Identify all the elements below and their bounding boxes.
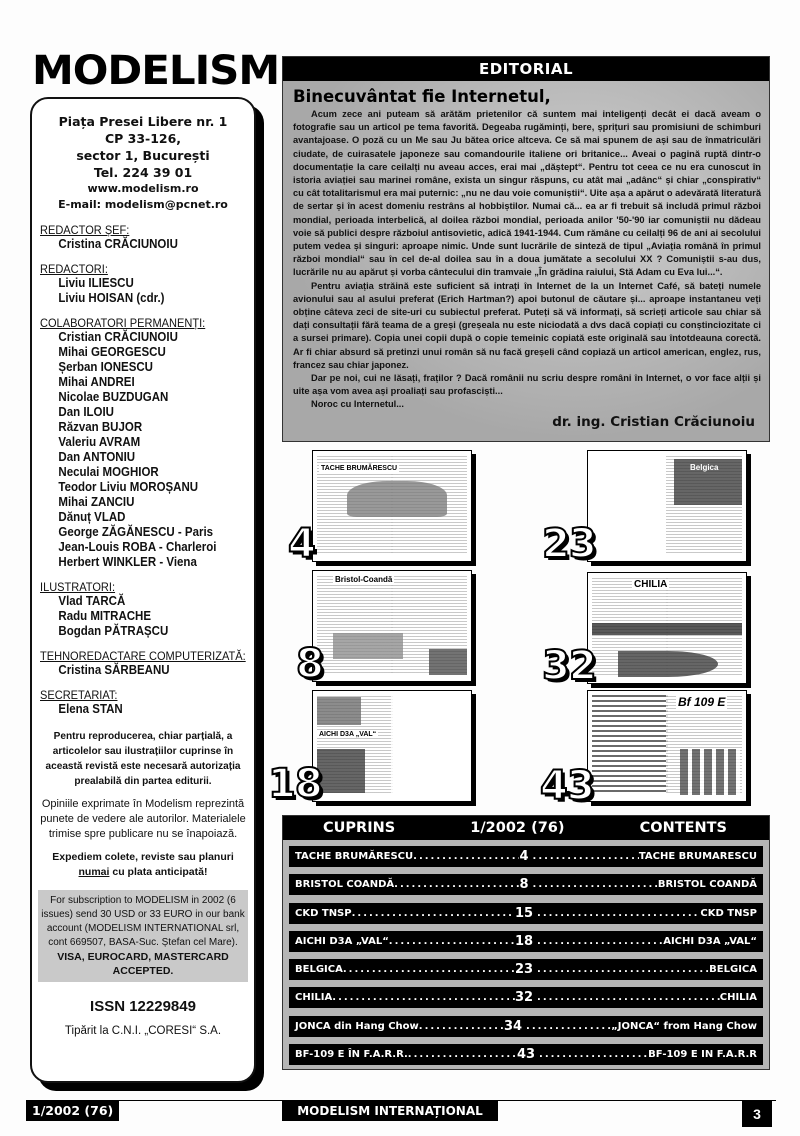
staff-name: Vlad TARCĂ xyxy=(58,594,126,608)
toc-page: 32 xyxy=(514,990,534,1006)
toc-page: 8 xyxy=(519,877,529,893)
thumbnail-page-left xyxy=(317,575,393,675)
toc-title-ro: BELGICA xyxy=(295,964,343,976)
toc-title-en: BRISTOL COANDĂ xyxy=(657,879,757,891)
staff-name: George ZĂGĂNESCU - Paris xyxy=(58,525,214,539)
staff-name: Dan ILOIU xyxy=(58,405,114,419)
staff-name: Teodor Liviu MOROȘANU xyxy=(58,480,199,494)
staff-name: Valeriu AVRAM xyxy=(58,435,141,449)
page-number-label: 4 xyxy=(288,521,315,567)
staff-section-illustrators xyxy=(40,580,246,639)
leader-dots xyxy=(352,908,515,919)
leader-dots xyxy=(539,1049,648,1060)
thumbnail-title: CHILIA xyxy=(634,579,668,590)
ship-profile xyxy=(592,623,742,635)
leader-dots xyxy=(332,992,515,1003)
section-label: TEHNOREDACTARE COMPUTERIZATĂ: xyxy=(40,649,246,663)
thumbnail-title: Bf 109 E xyxy=(678,695,726,709)
thumbnail-title: TACHE BRUMĂRESCU xyxy=(321,465,398,472)
thumbnail-page-right xyxy=(391,695,467,795)
editorial-body xyxy=(283,108,769,412)
address-line: Piața Presei Libere nr. 1 xyxy=(58,114,228,129)
toc-page: 4 xyxy=(519,849,529,864)
leader-dots xyxy=(537,964,709,975)
accepted-cards: VISA, EUROCARD, MASTERCARD ACCEPTED. xyxy=(57,951,229,977)
toc-entry[interactable] xyxy=(289,959,763,980)
staff-name: Bogdan PĂTRAȘCU xyxy=(58,624,169,638)
printer-credit: Tipărit la C.N.I. „CORESI“ S.A. xyxy=(64,1025,222,1037)
page-number-label: 32 xyxy=(542,643,596,689)
section-label: COLABORATORI PERMANENȚI: xyxy=(40,316,206,330)
editorial-box xyxy=(282,56,770,442)
contact-block xyxy=(40,113,246,213)
leader-dots xyxy=(408,1049,517,1060)
staff-name: Șerban IONESCU xyxy=(58,360,153,374)
editorial-header: EDITORIAL xyxy=(283,57,769,81)
toc-entry[interactable] xyxy=(289,874,763,895)
section-label: REDACTORI: xyxy=(40,262,108,276)
toc-entry[interactable] xyxy=(289,1016,763,1037)
toc-title-ro: AICHI D3A „VAL“ xyxy=(295,935,389,947)
contents-label-ro: CUPRINS xyxy=(323,820,396,836)
issn-number: ISSN 12229849 xyxy=(90,998,196,1015)
thumbnail-title: Bristol-Coandă xyxy=(335,575,393,584)
toc-entry[interactable] xyxy=(289,903,763,924)
page-number-label: 43 xyxy=(540,763,594,809)
toc-title-en: BELGICA xyxy=(709,964,757,976)
leader-dots xyxy=(533,879,658,890)
leader-dots xyxy=(537,992,720,1003)
expedition-emphasis: numai xyxy=(78,866,110,878)
toc-title-ro: BF-109 E ÎN F.A.R.R. xyxy=(295,1049,408,1061)
toc-page: 18 xyxy=(514,933,534,949)
staff-name: Mihai GEORGESCU xyxy=(58,345,166,359)
table-of-contents xyxy=(282,815,770,1070)
subscription-text: For subscription to MODELISM in 2002 (6 issues) send 30 USD or 33 EURO in our bank account (MODELISM INTERNATIONAL srl, cont 669507, BASA-Suc. Ștefan cel Mare). xyxy=(41,895,245,948)
opinion-notice: Opiniile exprimate în Modelism reprezintă punete de vedere ale autorilor. Materialele trimise spre publicare nu se înapoiază. xyxy=(40,798,246,840)
leader-dots xyxy=(389,936,515,947)
staff-name: Dănuț VLAD xyxy=(58,510,126,524)
article-thumbnail-page-18[interactable] xyxy=(312,690,472,802)
article-thumbnail-page-43[interactable] xyxy=(587,690,747,802)
editorial-title: Binecuvântat fie Internetul, xyxy=(293,87,551,106)
editorial-paragraph: Noroc cu Internetul... xyxy=(311,399,404,410)
article-thumbnail-page-4[interactable] xyxy=(312,450,472,562)
toc-page: 15 xyxy=(514,905,534,921)
staff-section-collaborators xyxy=(40,316,246,570)
toc-page: 43 xyxy=(516,1047,536,1063)
editorial-paragraph: Pentru aviația străină este suficient să intrați în Internet de la un Internet Café, să bateți numele avionului sau al asului preferat (Erich Hartman?) apoi butonul de căutare și... aproape instantaneu veți obține câteva zeci de site-uri cu subiectul preferat. Puteți să vă informați, să scrieți articole sau chiar să dați consultații fără teama de a greși (greșeala nu este niciodată a dvs dacă copiați cu conștinciozitate ci a sursei primare). Copia unei copii după o copie temeinic copiată este originală sau întotdeauna corectă. Ar fi chiar absurd să pretinzi unui român să nu facă greșeli când copiază un articol american, englez, rus, francez sau chiar japonez. xyxy=(293,280,761,370)
toc-title-en: „JONCA“ from Hang Chow xyxy=(611,1020,757,1032)
contents-issue: 1/2002 (76) xyxy=(470,820,565,836)
toc-entry[interactable] xyxy=(289,846,763,867)
toc-title-en: BF-109 E IN F.A.R.R xyxy=(648,1049,757,1061)
staff-name: Răzvan BUJOR xyxy=(58,420,143,434)
leader-dots xyxy=(537,936,663,947)
city-line: sector 1, București xyxy=(76,148,210,163)
staff-name: Herbert WINKLER - Viena xyxy=(58,555,197,569)
leader-dots xyxy=(419,1021,504,1032)
footer-publication: MODELISM INTERNAȚIONAL xyxy=(282,1101,498,1121)
biplane-illustration xyxy=(333,633,403,659)
article-thumbnail-page-23[interactable] xyxy=(587,450,747,562)
article-thumbnail-page-32[interactable] xyxy=(587,572,747,684)
masthead-title: MODELISM xyxy=(32,48,280,94)
page-number-label: 18 xyxy=(268,761,322,807)
staff-name: Liviu ILIESCU xyxy=(58,276,134,290)
toc-title-ro: CKD TNSP xyxy=(295,907,352,919)
staff-section-editor-in-chief xyxy=(40,223,246,252)
po-box-line: CP 33-126, xyxy=(104,131,182,146)
staff-section-editors xyxy=(40,262,246,306)
expedition-notice xyxy=(40,850,246,880)
editorial-paragraph: Acum zece ani puteam să arătăm prietenilor că suntem mai inteligenți decât ei dacă aveam o fotografie sau un articol pe tema favorită. Degeaba rugăminți, bere, șprițuri sau promisiuni de schimburi avantajoase. O poză cu un Me sau Ju bătea orice altceva. Ce să mai spunem de ași sau de înmatriculări ciudate, de cuirasatele japoneze sau comandourile italiene ori britanice... Aveai o pagină ruptă dintr-o documentație la care ceilalți nu aveau acces, erai mai „dăștept“. Pentru tot ceea ce nu era cunoscut în istoria aviației sau marinei române, exista un singur răspuns, cu atât mai „adânc“ și chiar „conspirativ“ cu cât totalitarismul era mai puternic: „nu ne dau voie comuniștii“. Uite așa a apărut o adevărată literatură de sertar și în acest domeniu restrâns al hobbiștilor. Numai că... ea ar fi trebuit să includă primul război mondial, perioada interbelică, al doilea război mondial, perioada anilor '50-'90 iar comuniștii nu dădeau voie să publici despre războiul antisovietic, adică 1941-1944. Cum rămâne cu ceilalți 96 de ani ai secolului putem vedea și singuri: aproape nimic. Unde sunt lucrările de sinteză de tipul „Aviația română în primul război mondial“ sau în cel de-al doilea sau în a doua jumătate a secolului XX ? Comuniștii s-au dus, lucrările nu au apărut și vorba cântecului din tramvaie „În grădina raiului, Stă Adam cu Eva lui...“. xyxy=(293,109,761,278)
staff-name: Mihai ANDREI xyxy=(58,375,135,389)
toc-entry[interactable] xyxy=(289,1044,763,1065)
leader-dots xyxy=(343,964,515,975)
staff-name: Mihai ZANCIU xyxy=(58,495,135,509)
leader-dots xyxy=(526,1021,611,1032)
thumbnail-title: AICHI D3A „VAL“ xyxy=(319,731,377,738)
staff-info-box xyxy=(30,97,256,1083)
leader-dots xyxy=(413,851,519,862)
footer-issue: 1/2002 (76) xyxy=(26,1101,119,1121)
staff-name: Radu MITRACHE xyxy=(58,609,152,623)
article-thumbnail-page-8[interactable] xyxy=(312,570,472,682)
staff-name: Cristina SĂRBEANU xyxy=(58,663,170,677)
biplane-illustration xyxy=(347,481,447,517)
phone-line: Tel. 224 39 01 xyxy=(93,165,193,180)
leader-dots xyxy=(394,879,519,890)
toc-page: 34 xyxy=(503,1018,523,1034)
toc-entry[interactable] xyxy=(289,931,763,952)
editorial-paragraph: Dar pe noi, cui ne lăsați, fraților ? Dacă românii nu scriu despre români în Internet, o vor face alții și uite așa vom avea ași proaliați sau profasciști... xyxy=(293,373,761,397)
toc-title-ro: BRISTOL COANDĂ xyxy=(295,879,395,891)
toc-entry[interactable] xyxy=(289,987,763,1008)
toc-title-ro: CHILIA xyxy=(295,992,333,1004)
staff-name: Cristina CRĂCIUNOIU xyxy=(58,237,178,251)
page-number-label: 8 xyxy=(296,641,323,687)
toc-list xyxy=(283,840,769,1065)
toc-title-en: CKD TNSP xyxy=(700,907,757,919)
page-number-label: 23 xyxy=(542,521,596,567)
aircraft-photo xyxy=(317,697,361,725)
ship-plan xyxy=(618,651,718,677)
editorial-signature: dr. ing. Cristian Crăciunoiu xyxy=(552,413,755,430)
staff-name: Liviu HOISAN (cdr.) xyxy=(58,291,165,305)
subscription-box xyxy=(38,890,248,982)
leader-dots xyxy=(533,851,639,862)
staff-name: Nicolae BUZDUGAN xyxy=(58,390,169,404)
staff-name: Neculai MOGHIOR xyxy=(58,465,159,479)
portraits-grid xyxy=(680,749,740,795)
staff-name: Dan ANTONIU xyxy=(58,450,136,464)
section-label: ILUSTRATORI: xyxy=(40,580,116,594)
toc-title-ro: TACHE BRUMĂRESCU xyxy=(295,851,414,862)
footer-page-number: 3 xyxy=(742,1101,772,1127)
photo xyxy=(429,649,467,675)
expedition-text-end: cu plata anticipată! xyxy=(109,866,208,878)
leader-dots xyxy=(537,908,700,919)
toc-title-en: AICHI D3A „VAL“ xyxy=(663,935,757,947)
thumbnail-title: Belgica xyxy=(690,463,719,472)
page-footer xyxy=(26,1100,776,1122)
contents-label-en: CONTENTS xyxy=(639,820,727,836)
section-label: SECRETARIAT: xyxy=(40,688,118,702)
staff-name: Jean-Louis ROBA - Charleroi xyxy=(58,540,217,554)
thumbnail-page-left xyxy=(592,695,668,795)
thumbnail-page-left xyxy=(592,455,668,555)
toc-title-ro: JONCA din Hang Chow xyxy=(295,1020,419,1032)
expedition-text: Expediem colete, reviste sau planuri xyxy=(52,851,234,863)
toc-page: 23 xyxy=(514,962,534,978)
toc-title-en: CHILIA xyxy=(719,992,757,1004)
staff-section-secretariat xyxy=(40,688,246,717)
staff-section-dtp xyxy=(40,649,246,678)
email-link[interactable]: E-mail: modelism@pcnet.ro xyxy=(58,198,228,211)
toc-title-en: TACHE BRUMARESCU xyxy=(638,851,757,862)
contents-header xyxy=(283,816,769,840)
staff-name: Elena STAN xyxy=(58,702,123,716)
section-label: REDACTOR ȘEF: xyxy=(40,223,130,237)
staff-name: Cristian CRĂCIUNOIU xyxy=(58,330,178,344)
website-link[interactable]: www.modelism.ro xyxy=(87,182,199,195)
reproduction-notice: Pentru reproducerea, chiar parțială, a articolelor sau ilustrațiilor cuprinse în această revistă este necesară autorizația prealabilă din partea editurii. xyxy=(45,730,241,787)
aircraft-photo xyxy=(317,749,365,793)
